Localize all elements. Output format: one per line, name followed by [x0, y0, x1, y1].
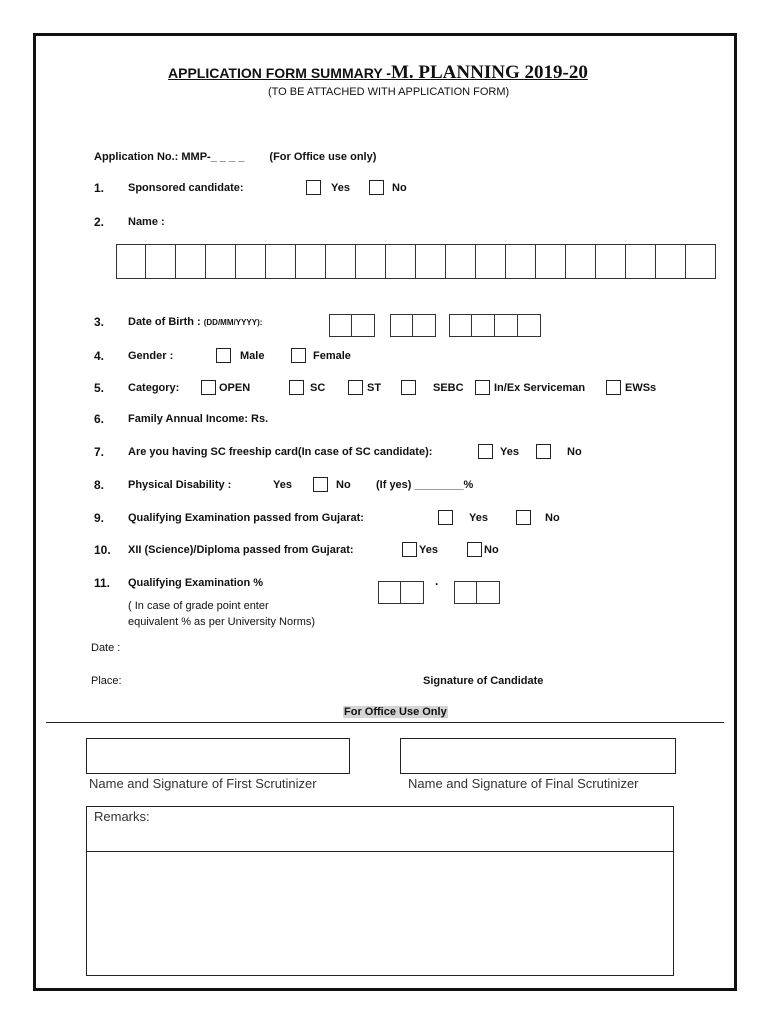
application-no-text: Application No.: MMP-_ _ _ _: [94, 151, 245, 163]
place-label: Place:: [91, 675, 122, 687]
q8-label: Physical Disability :: [128, 478, 232, 491]
q7-no-checkbox[interactable]: [536, 444, 551, 459]
q1-yes-label: Yes: [331, 181, 350, 194]
question-5: [94, 380, 656, 395]
q9-number: 9.: [94, 510, 105, 525]
dob-month-grid[interactable]: [390, 314, 436, 337]
q1-yes-checkbox[interactable]: [306, 180, 321, 195]
date-label: Date :: [91, 642, 121, 654]
page-title: [168, 62, 588, 84]
q3-format: (DD/MM/YYYY):: [203, 317, 263, 327]
office-use-heading: For Office Use Only: [344, 706, 447, 718]
dob-cell[interactable]: [472, 314, 495, 337]
q11-note-2: equivalent % as per University Norms): [128, 616, 316, 628]
name-cell[interactable]: [566, 244, 596, 279]
remarks-label: Remarks:: [94, 809, 150, 824]
category-sebc-checkbox[interactable]: [401, 380, 416, 395]
category-ews-label: EWSs: [625, 381, 657, 394]
final-scrutinizer-box[interactable]: [400, 738, 676, 774]
question-2: [94, 215, 165, 229]
name-cell[interactable]: [686, 244, 716, 279]
percent-cell[interactable]: [378, 581, 401, 604]
dob-cell[interactable]: [329, 314, 352, 337]
name-cell[interactable]: [446, 244, 476, 279]
q8-number: 8.: [94, 477, 105, 492]
q1-number: 1.: [94, 180, 105, 195]
q10-number: 10.: [94, 542, 111, 557]
office-divider: [46, 722, 724, 723]
question-9: [94, 510, 560, 525]
q10-no-label: No: [484, 543, 499, 556]
q1-no-checkbox[interactable]: [369, 180, 384, 195]
remarks-divider: [87, 851, 673, 852]
title-part-1: APPLICATION FORM SUMMARY -: [168, 65, 391, 81]
q8-checkbox[interactable]: [313, 477, 328, 492]
question-6: [94, 412, 268, 426]
name-cell[interactable]: [206, 244, 236, 279]
name-cell[interactable]: [386, 244, 416, 279]
name-cell[interactable]: [146, 244, 176, 279]
dob-cell[interactable]: [413, 314, 436, 337]
name-cell[interactable]: [116, 244, 146, 279]
category-open-checkbox[interactable]: [201, 380, 216, 395]
first-scrutinizer-label: Name and Signature of First Scrutinizer: [89, 776, 317, 791]
dob-cell[interactable]: [518, 314, 541, 337]
q11-label: Qualifying Examination %: [128, 577, 264, 589]
name-cell[interactable]: [416, 244, 446, 279]
category-open-label: OPEN: [219, 381, 251, 394]
q6-label: Family Annual Income: Rs.: [128, 413, 269, 425]
question-3: [94, 315, 262, 329]
remarks-box[interactable]: [86, 806, 674, 976]
signature-of-candidate: Signature of Candidate: [423, 675, 544, 687]
category-sc-checkbox[interactable]: [289, 380, 304, 395]
name-cell[interactable]: [356, 244, 386, 279]
qualifying-percent-integer-grid[interactable]: [378, 581, 424, 604]
qualifying-percent-decimal-grid[interactable]: [454, 581, 500, 604]
category-ews-checkbox[interactable]: [606, 380, 621, 395]
q10-label: XII (Science)/Diploma passed from Gujarat:: [128, 543, 354, 556]
q11-note-1: ( In case of grade point enter: [128, 600, 269, 612]
question-8: [94, 477, 473, 492]
q2-label: Name :: [128, 216, 165, 228]
category-serviceman-checkbox[interactable]: [475, 380, 490, 395]
name-cell[interactable]: [176, 244, 206, 279]
q8-no-label: No: [336, 478, 351, 491]
name-cell[interactable]: [236, 244, 266, 279]
name-cell[interactable]: [596, 244, 626, 279]
name-cell[interactable]: [266, 244, 296, 279]
q10-yes-label: Yes: [419, 543, 438, 556]
q8-yes-label: Yes: [273, 478, 292, 491]
dob-cell[interactable]: [449, 314, 472, 337]
name-cell[interactable]: [656, 244, 686, 279]
question-4: [94, 348, 351, 363]
name-cell[interactable]: [626, 244, 656, 279]
q7-label: Are you having SC freeship card(In case of SC candidate):: [128, 445, 433, 458]
percent-cell[interactable]: [477, 581, 500, 604]
question-1: [94, 180, 407, 195]
q7-no-label: No: [567, 445, 582, 458]
q1-no-label: No: [392, 181, 407, 194]
question-11: [94, 576, 263, 590]
q3-number: 3.: [94, 315, 105, 329]
q5-number: 5.: [94, 380, 105, 395]
percent-cell[interactable]: [454, 581, 477, 604]
title-part-2: M. PLANNING 2019-20: [390, 62, 588, 83]
name-cell[interactable]: [476, 244, 506, 279]
q9-no-checkbox[interactable]: [516, 510, 531, 525]
q7-yes-label: Yes: [500, 445, 519, 458]
q6-number: 6.: [94, 412, 105, 426]
q5-label: Category:: [128, 381, 180, 394]
q9-no-label: No: [545, 511, 560, 524]
category-serviceman-label: In/Ex Serviceman: [494, 381, 586, 394]
q7-yes-checkbox[interactable]: [478, 444, 493, 459]
gender-female-label: Female: [313, 349, 351, 362]
dob-cell[interactable]: [352, 314, 375, 337]
name-cell[interactable]: [296, 244, 326, 279]
name-cell[interactable]: [506, 244, 536, 279]
dob-cell[interactable]: [390, 314, 413, 337]
decimal-point: .: [435, 574, 439, 588]
q4-number: 4.: [94, 348, 105, 363]
category-st-label: ST: [367, 381, 382, 394]
category-sc-label: SC: [310, 381, 326, 394]
name-input-grid[interactable]: [116, 244, 716, 279]
q9-yes-checkbox[interactable]: [438, 510, 453, 525]
dob-cell[interactable]: [495, 314, 518, 337]
q9-yes-label: Yes: [469, 511, 488, 524]
q11-number: 11.: [94, 576, 111, 590]
dob-year-grid[interactable]: [449, 314, 541, 337]
question-7: [94, 444, 582, 459]
office-use-note: (For Office use only): [269, 151, 377, 163]
percent-cell[interactable]: [401, 581, 424, 604]
page-subtitle: (TO BE ATTACHED WITH APPLICATION FORM): [268, 86, 510, 98]
q9-label: Qualifying Examination passed from Gujarat:: [128, 511, 364, 524]
q2-number: 2.: [94, 215, 105, 229]
name-cell[interactable]: [326, 244, 356, 279]
q7-number: 7.: [94, 444, 105, 459]
q1-label: Sponsored candidate:: [128, 181, 244, 194]
question-10: [94, 542, 499, 557]
name-cell[interactable]: [536, 244, 566, 279]
dob-day-grid[interactable]: [329, 314, 375, 337]
category-st-checkbox[interactable]: [348, 380, 363, 395]
first-scrutinizer-box[interactable]: [86, 738, 350, 774]
q8-if-yes: (If yes) ________%: [376, 478, 474, 491]
q4-label: Gender :: [128, 349, 174, 362]
gender-female-checkbox[interactable]: [291, 348, 306, 363]
application-no-label: [94, 151, 376, 163]
q10-no-checkbox[interactable]: [467, 542, 482, 557]
q3-label: Date of Birth :: [128, 316, 201, 328]
category-sebc-label: SEBC: [433, 381, 464, 394]
final-scrutinizer-label: Name and Signature of Final Scrutinizer: [408, 776, 639, 791]
q10-yes-checkbox[interactable]: [402, 542, 417, 557]
gender-male-checkbox[interactable]: [216, 348, 231, 363]
gender-male-label: Male: [240, 349, 265, 362]
